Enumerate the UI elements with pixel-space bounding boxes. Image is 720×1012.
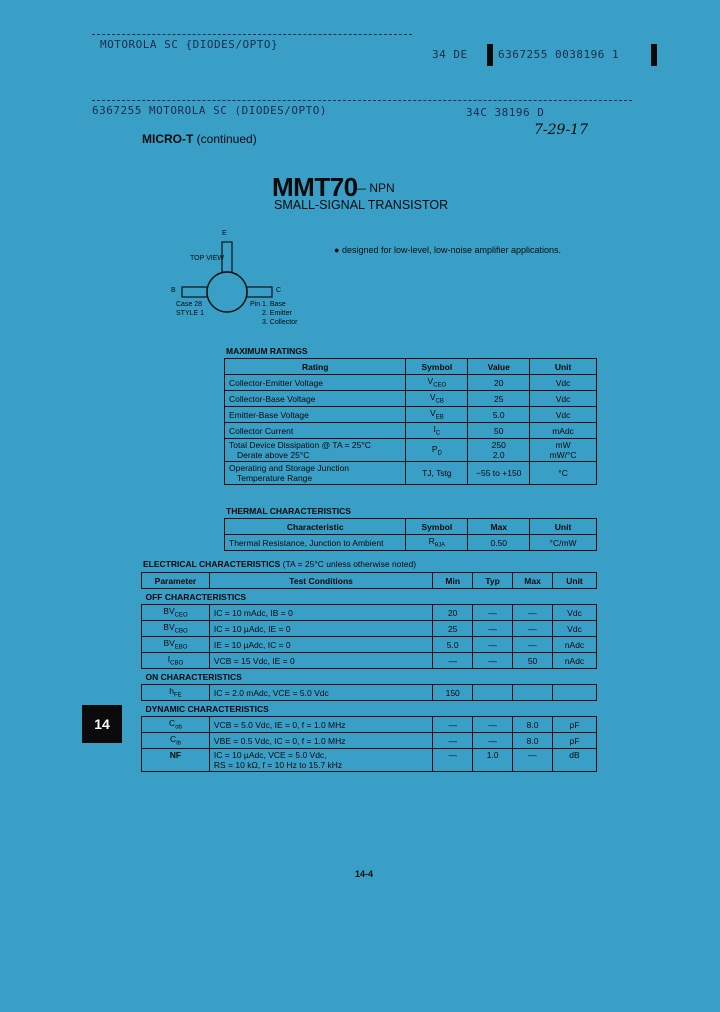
- feature-bullet: ● designed for low-level, low-noise amplifier applications.: [334, 245, 562, 255]
- col-header: Typ: [473, 573, 513, 589]
- param-cell: $BV_{EBO}$: [142, 637, 210, 653]
- symbol-cell: $V_{CB}$: [406, 391, 468, 407]
- value-cell: 50: [468, 423, 530, 439]
- header-top-right: 34 DE: [432, 48, 468, 61]
- electrical-header-row: [142, 573, 597, 589]
- pin3-label: 3. Collector: [262, 319, 298, 326]
- param-cell: $C_{ob}$: [142, 717, 210, 733]
- rating-cell: Total Device Dissipation @ TA = 25°C Derate above 25°C: [225, 439, 406, 462]
- rating-cell: Collector Current: [225, 423, 406, 439]
- unit-cell: mW mW/°C: [530, 439, 597, 462]
- min-cell: 25: [433, 621, 473, 637]
- table-row: [225, 439, 597, 462]
- header-second-left: 6367255 MOTOROLA SC (DIODES/OPTO): [92, 104, 328, 117]
- pin-e-label: E: [222, 230, 227, 237]
- header-top-left: MOTOROLA SC {DIODES/OPTO}: [100, 38, 279, 51]
- cond-cell: IE = 10 µAdc, IC = 0: [209, 637, 432, 653]
- value-cell: 25: [468, 391, 530, 407]
- table-row: [142, 653, 597, 669]
- typ-cell: —: [473, 653, 513, 669]
- header-rule: [92, 34, 412, 35]
- case-label: Case 28: [176, 301, 203, 308]
- unit-cell: °C/mW: [530, 535, 597, 551]
- cond-cell: IC = 2.0 mAdc, VCE = 5.0 Vdc: [209, 685, 432, 701]
- max-ratings-header-row: [225, 359, 597, 375]
- table-row: [142, 685, 597, 701]
- table-row: [225, 407, 597, 423]
- dyn-title: DYNAMIC CHARACTERISTICS: [145, 703, 269, 714]
- symbol-cell: $R_{\theta JA}$: [406, 535, 468, 551]
- header-top-code: 6367255 0038196 1: [498, 48, 620, 61]
- param-cell: $C_{ib}$: [142, 733, 210, 749]
- min-cell: —: [433, 653, 473, 669]
- unit-cell: pF: [553, 717, 597, 733]
- unit-cell: pF: [553, 733, 597, 749]
- rating-cell: Collector-Emitter Voltage: [225, 375, 406, 391]
- package-body: [207, 272, 247, 312]
- electrical-title: ELECTRICAL CHARACTERISTICS (TA = 25°C unless otherwise noted): [143, 559, 417, 569]
- pin2-label: 2. Emitter: [262, 310, 292, 317]
- header-second-right: 34C 38196 D: [466, 106, 545, 119]
- max-cell: —: [513, 637, 553, 653]
- header-rule-2: [92, 100, 632, 101]
- value-cell: 250 2.0: [468, 439, 530, 462]
- unit-cell: [553, 685, 597, 701]
- header-bar-mark: [487, 44, 493, 66]
- table-row: [142, 749, 597, 772]
- unit-cell: Vdc: [530, 391, 597, 407]
- unit-cell: nAdc: [553, 653, 597, 669]
- col-header: Max: [468, 519, 530, 535]
- part-number: MMT70: [272, 172, 358, 202]
- pin-b-label: B: [171, 287, 176, 294]
- max-ratings-title: MAXIMUM RATINGS: [226, 346, 308, 356]
- symbol-cell: $V_{EB}$: [406, 407, 468, 423]
- col-header: Parameter: [142, 573, 210, 589]
- min-cell: 20: [433, 605, 473, 621]
- min-cell: —: [433, 749, 473, 772]
- typ-cell: —: [473, 637, 513, 653]
- cond-cell: IC = 10 µAdc, VCE = 5.0 Vdc, RS = 10 kΩ, f = 10 Hz to 15.7 kHz: [209, 749, 432, 772]
- table-row: [142, 605, 597, 621]
- thermal-table: [224, 518, 597, 551]
- unit-cell: Vdc: [530, 407, 597, 423]
- table-row: [225, 391, 597, 407]
- col-header: Value: [468, 359, 530, 375]
- value-cell: −55 to +150: [468, 462, 530, 485]
- table-row: [225, 462, 597, 485]
- typ-cell: 1.0: [473, 749, 513, 772]
- pin1-label: Pin 1. Base: [250, 301, 286, 308]
- col-header: Symbol: [406, 519, 468, 535]
- max-cell: —: [513, 605, 553, 621]
- table-row: [142, 717, 597, 733]
- unit-cell: dB: [553, 749, 597, 772]
- cond-cell: VCB = 5.0 Vdc, IE = 0, f = 1.0 MHz: [209, 717, 432, 733]
- unit-cell: Vdc: [553, 621, 597, 637]
- rating-cell: Operating and Storage Junction Temperature Range: [225, 462, 406, 485]
- value-cell: 20: [468, 375, 530, 391]
- package-diagram: [170, 228, 320, 338]
- typ-cell: —: [473, 733, 513, 749]
- col-header: Unit: [530, 359, 597, 375]
- symbol-cell: $V_{CEO}$: [406, 375, 468, 391]
- handwritten-date: 7-29-17: [534, 122, 588, 138]
- thermal-title: THERMAL CHARACTERISTICS: [226, 506, 351, 516]
- unit-cell: °C: [530, 462, 597, 485]
- off-title: OFF CHARACTERISTICS: [145, 591, 247, 602]
- page-number: 14-4: [355, 869, 374, 879]
- typ-cell: —: [473, 605, 513, 621]
- unit-cell: mAdc: [530, 423, 597, 439]
- table-row: [142, 733, 597, 749]
- cond-cell: IC = 10 µAdc, IE = 0: [209, 621, 432, 637]
- value-cell: 5.0: [468, 407, 530, 423]
- max-ratings-table: [224, 358, 597, 485]
- table-row: [142, 621, 597, 637]
- col-header: Test Conditions: [209, 573, 432, 589]
- max-cell: 8.0: [513, 733, 553, 749]
- table-row: [225, 423, 597, 439]
- max-cell: —: [513, 621, 553, 637]
- thermal-header-row: [225, 519, 597, 535]
- min-cell: —: [433, 717, 473, 733]
- col-header: Characteristic: [225, 519, 406, 535]
- min-cell: —: [433, 733, 473, 749]
- col-header: Max: [513, 573, 553, 589]
- col-header: Rating: [225, 359, 406, 375]
- col-header: Symbol: [406, 359, 468, 375]
- part-type: SMALL-SIGNAL TRANSISTOR: [274, 198, 449, 212]
- cond-cell: VCB = 15 Vdc, IE = 0: [209, 653, 432, 669]
- symbol-cell: TJ, Tstg: [406, 462, 468, 485]
- unit-cell: nAdc: [553, 637, 597, 653]
- col-header: Unit: [553, 573, 597, 589]
- max-cell: 0.50: [468, 535, 530, 551]
- min-cell: 5.0: [433, 637, 473, 653]
- section-label: MICRO-T (continued): [142, 132, 257, 146]
- part-polarity: — NPN: [354, 181, 395, 195]
- symbol-cell: $I_C$: [406, 423, 468, 439]
- min-cell: 150: [433, 685, 473, 701]
- header-bar-mark-right: [651, 44, 657, 66]
- style-label: STYLE 1: [176, 310, 205, 317]
- symbol-cell: $P_D$: [406, 439, 468, 462]
- cond-cell: VBE = 0.5 Vdc, IC = 0, f = 1.0 MHz: [209, 733, 432, 749]
- section-row: [142, 701, 597, 717]
- on-title: ON CHARACTERISTICS: [145, 671, 242, 682]
- collector-lead: [247, 287, 272, 297]
- section-row: [142, 589, 597, 605]
- param-cell: $I_{CBO}$: [142, 653, 210, 669]
- rating-cell: Emitter-Base Voltage: [225, 407, 406, 423]
- max-cell: —: [513, 749, 553, 772]
- typ-cell: —: [473, 717, 513, 733]
- max-cell: [513, 685, 553, 701]
- unit-cell: Vdc: [553, 605, 597, 621]
- col-header: Unit: [530, 519, 597, 535]
- unit-cell: Vdc: [530, 375, 597, 391]
- base-lead: [182, 287, 207, 297]
- pin-c-label: C: [276, 287, 282, 294]
- cond-cell: IC = 10 mAdc, IB = 0: [209, 605, 432, 621]
- typ-cell: —: [473, 621, 513, 637]
- electrical-table: [141, 572, 597, 772]
- table-row: [225, 535, 597, 551]
- param-cell: $BV_{CEO}$: [142, 605, 210, 621]
- param-cell: $h_{FE}$: [142, 685, 210, 701]
- col-header: Min: [433, 573, 473, 589]
- page-tab: 14: [82, 705, 122, 743]
- char-cell: Thermal Resistance, Junction to Ambient: [225, 535, 406, 551]
- table-row: [225, 375, 597, 391]
- max-cell: 8.0: [513, 717, 553, 733]
- top-view-label: TOP VIEW: [190, 255, 224, 262]
- table-row: [142, 637, 597, 653]
- rating-cell: Collector-Base Voltage: [225, 391, 406, 407]
- section-row: [142, 669, 597, 685]
- typ-cell: [473, 685, 513, 701]
- max-cell: 50: [513, 653, 553, 669]
- param-cell: NF: [142, 749, 210, 772]
- param-cell: $BV_{CBO}$: [142, 621, 210, 637]
